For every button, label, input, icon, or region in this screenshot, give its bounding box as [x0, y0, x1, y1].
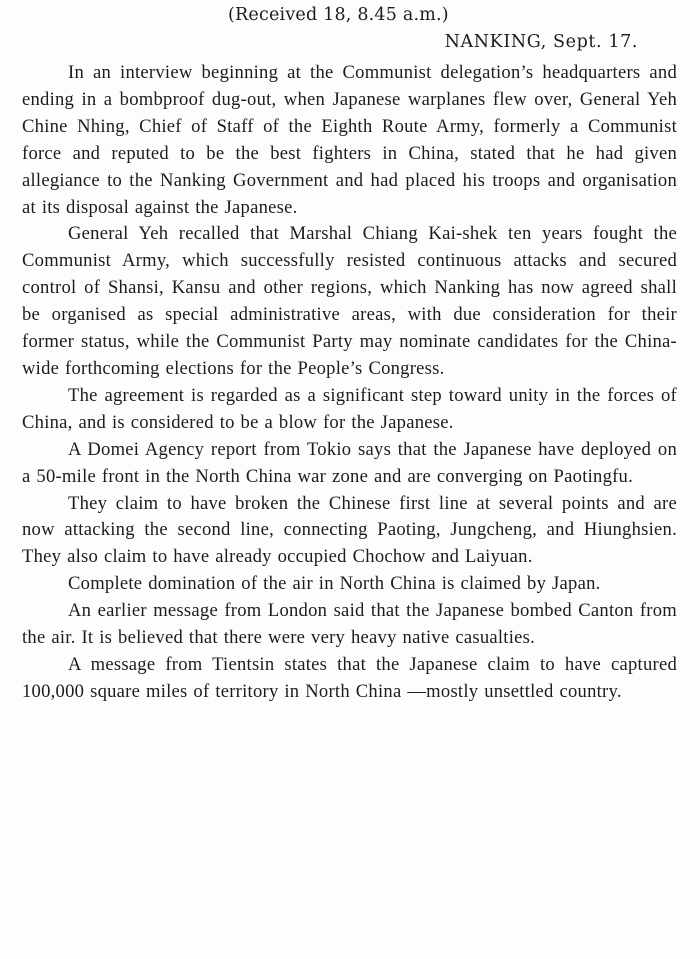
- paragraph-general-yeh: General Yeh recalled that Marshal Chiang Kai-shek ten years fought the Communist Army, which successfully resisted continuous attacks and secured control of Shansi, Kansu and other regions, which Nanking has now agreed shall be organised as special administrative areas, with due consideration for their former status, while the Communist Party may nominate candidates for the China-wide forthcoming elections for the People’s Congress.: [22, 223, 677, 379]
- paragraph-first-line: They claim to have broken the Chinese first line at several points and are now attacking the second line, connecting Paoting, Jungcheng, and Hiunghsien. They also claim to have already occupied Chochow and Laiyuan.: [22, 492, 677, 568]
- paragraph-air-domination: Complete domination of the air in North China is claimed by Japan.: [68, 573, 601, 595]
- paragraph-canton: An earlier message from London said that the Japanese bombed Canton from the air. It is believed that there were very heavy native casualties.: [22, 600, 677, 649]
- paragraph-tientsin: A message from Tientsin states that the Japanese claim to have captured 100,000 square miles of territory in North China —mostly unsettled country.: [22, 653, 677, 702]
- received-timestamp: (Received 18, 8.45 a.m.): [228, 5, 449, 25]
- paragraph-agreement: The agreement is regarded as a significant step toward unity in the forces of China, and is considered to be a blow for the Japanese.: [22, 384, 677, 433]
- article-body: [22, 60, 677, 706]
- paragraph-interview: In an interview beginning at the Communist delegation’s headquarters and ending in a bombproof dug-out, when Japanese warplanes flew over, General Yeh Chine Nhing, Chief of Staff of the Eighth Route Army, formerly a Communist force and reputed to be the best fighters in China, stated that he had given allegiance to the Nanking Government and had placed his troops and organisation at its disposal against the Japanese.: [22, 62, 677, 218]
- dateline: NANKING, Sept. 17.: [444, 32, 638, 52]
- paragraph-domei-report: A Domei Agency report from Tokio says that the Japanese have deployed on a 50-mile front in the North China war zone and are converging on Paotingfu.: [22, 438, 677, 487]
